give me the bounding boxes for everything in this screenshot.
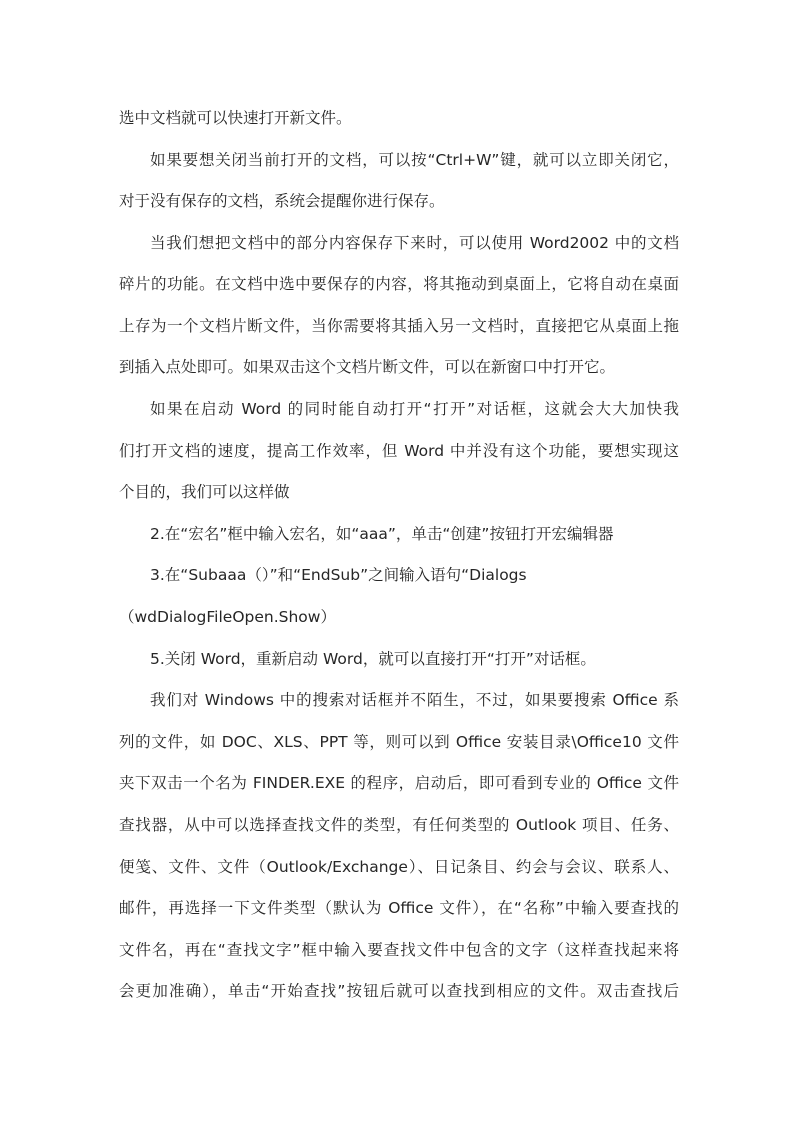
text-line: （wdDialogFileOpen.Show） [119, 608, 336, 626]
text-line: 碎片的功能。在文档中选中要保存的内容，将其拖动到桌面上，它将自动在桌面 [119, 275, 679, 293]
text-line: 文件名，再在“查找文字”框中输入要查找文件中包含的文字（这样查找起来将 [119, 941, 679, 959]
text-line: 对于没有保存的文档，系统会提醒你进行保存。 [119, 192, 445, 210]
text-line: 到插入点处即可。如果双击这个文档片断文件，可以在新窗口中打开它。 [119, 358, 616, 376]
text-line: 查找器，从中可以选择查找文件的类型，有任何类型的 Outlook 项目、任务、 [119, 816, 679, 834]
text-line: 如果要想关闭当前打开的文档，可以按“Ctrl+W”键，就可以立即关闭它， [150, 151, 679, 169]
text-line: 们打开文档的速度，提高工作效率，但 Word 中并没有这个功能，要想实现这 [119, 442, 679, 460]
text-line: 5.关闭 Word，重新启动 Word，就可以直接打开“打开”对话框。 [150, 650, 596, 668]
text-line: 选中文档就可以快速打开新文件。 [119, 109, 352, 127]
text-line: 夹下双击一个名为 FINDER.EXE 的程序，启动后，即可看到专业的 Office 文件 [119, 774, 679, 792]
text-line: 2.在“宏名”框中输入宏名，如“aaa”，单击“创建”按钮打开宏编辑器 [150, 525, 614, 543]
text-line: 会更加准确），单击“开始查找”按钮后就可以查找到相应的文件。双击查找后 [119, 982, 679, 1000]
text-line: 如果在启动 Word 的同时能自动打开“打开”对话框，这就会大大加快我 [150, 400, 679, 418]
text-line: 列的文件，如 DOC、XLS、PPT 等，则可以到 Office 安装目录\Office10 文件 [119, 733, 679, 751]
text-line: 3.在“Subaaa（）”和“EndSub”之间输入语句“Dialogs [150, 566, 527, 584]
text-line: 上存为一个文档片断文件，当你需要将其插入另一文档时，直接把它从桌面上拖 [119, 317, 679, 335]
text-line: 我们对 Windows 中的搜索对话框并不陌生，不过，如果要搜索 Office 系 [150, 691, 679, 709]
text-line: 个目的，我们可以这样做 [119, 483, 290, 501]
text-line: 邮件，再选择一下文件类型（默认为 Office 文件），在“名称”中输入要查找的 [119, 899, 679, 917]
text-line: 当我们想把文档中的部分内容保存下来时，可以使用 Word2002 中的文档 [150, 234, 679, 252]
text-line: 便笺、文件、文件（Outlook/Exchange）、日记条目、约会与会议、联系人、 [119, 858, 679, 876]
